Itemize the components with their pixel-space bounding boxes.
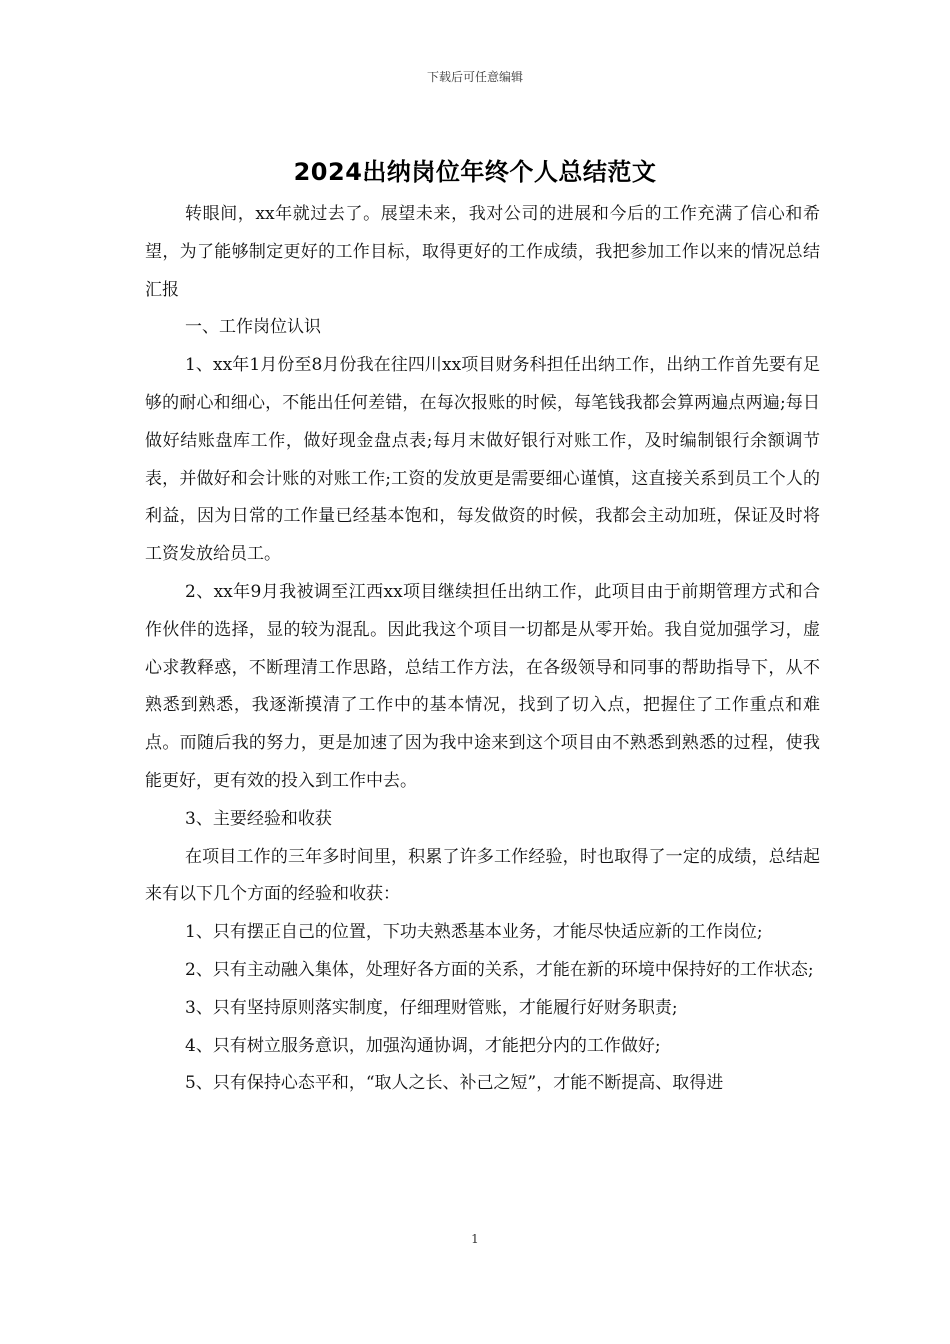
- page-header: 下载后可任意编辑: [426, 70, 523, 84]
- section-heading-1: 一、工作岗位认识: [185, 317, 321, 338]
- list-item-5: 5、只有保持心态平和，“取人之长、补己之短”，才能不断提高、取得进: [185, 1073, 724, 1094]
- document-body: [145, 196, 820, 1103]
- list-item-4: 4、只有树立服务意识，加强沟通协调，才能把分内的工作做好;: [185, 1035, 661, 1056]
- list-item-1: 1、只有摆正自己的位置，下功夫熟悉基本业务，才能尽快适应新的工作岗位;: [185, 922, 763, 943]
- paragraph-experience: 在项目工作的三年多时间里，积累了许多工作经验，时也取得了一定的成绩，总结起来有以下几个方面的经验和收获：: [145, 846, 820, 905]
- paragraph-item-2: 2、xx年9月我被调至江西xx项目继续担任出纳工作，此项目由于前期管理方式和合作伙伴的选择，显的较为混乱。因此我这个项目一切都是从零开始。我自觉加强学习，虚心求教释惑，不断理清工作思路，总结工作方法，在各级领导和同事的帮助指导下，从不熟悉到熟悉，我逐渐摸清了工作中的基本情况，找到了切入点，把握住了工作重点和难点。而随后我的努力，更是加速了因为我中途来到这个项目由不熟悉到熟悉的过程，使我能更好，更有效的投入到工作中去。: [145, 581, 820, 791]
- document-title: 2024出纳岗位年终个人总结范文: [293, 158, 657, 186]
- section-heading-3: 3、主要经验和收获: [185, 808, 332, 829]
- page-number: 1: [471, 1232, 479, 1246]
- paragraph-item-1: 1、xx年1月份至8月份我在往四川xx项目财务科担任出纳工作，出纳工作首先要有足够的耐心和细心，不能出任何差错，在每次报账的时候，每笔钱我都会算两遍点两遍;每日做好结账盘库工作，做好现金盘点表;每月末做好银行对账工作，及时编制银行余额调节表，并做好和会计账的对账工作;工资的发放更是需要细心谨慎，这直接关系到员工个人的利益，因为日常的工作量已经基本饱和，每发做资的时候，我都会主动加班，保证及时将工资发放给员工。: [145, 355, 820, 565]
- paragraph-intro: 转眼间，xx年就过去了。展望未来，我对公司的进展和今后的工作充满了信心和希望，为了能够制定更好的工作目标，取得更好的工作成绩，我把参加工作以来的情况总结汇报: [145, 204, 820, 300]
- list-item-3: 3、只有坚持原则落实制度，仔细理财管账，才能履行好财务职责;: [185, 997, 678, 1018]
- list-item-2: 2、只有主动融入集体，处理好各方面的关系，才能在新的环境中保持好的工作状态;: [185, 959, 814, 980]
